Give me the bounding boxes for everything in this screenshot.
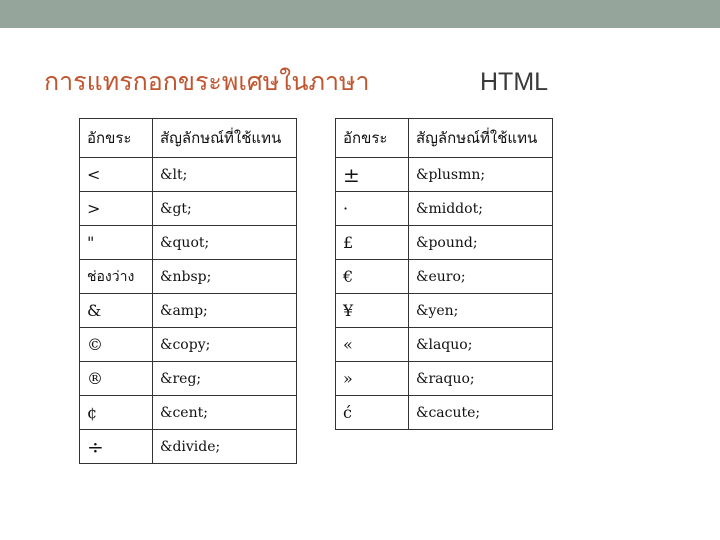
table-row <box>80 430 297 464</box>
character-cell: ® <box>80 362 153 396</box>
table-row <box>80 294 297 328</box>
entity-cell: &copy; <box>153 328 297 362</box>
header-character: อักขระ <box>336 119 409 158</box>
title-html-text: HTML <box>480 68 549 96</box>
entity-cell: &quot; <box>153 226 297 260</box>
table-row <box>336 192 553 226</box>
character-cell: £ <box>336 226 409 260</box>
character-cell: · <box>336 192 409 226</box>
table-header-row <box>80 119 297 158</box>
entity-cell: &yen; <box>409 294 553 328</box>
character-cell: ± <box>336 158 409 192</box>
header-entity: สัญลักษณ์ที่ใช้แทน <box>409 119 553 158</box>
character-cell: ć <box>336 396 409 430</box>
character-cell: ช่องว่าง <box>80 260 153 294</box>
table-row <box>80 226 297 260</box>
table-header-row <box>336 119 553 158</box>
table-row <box>80 158 297 192</box>
entity-cell: &gt; <box>153 192 297 226</box>
entity-cell: &reg; <box>153 362 297 396</box>
character-cell: < <box>80 158 153 192</box>
table-row <box>80 260 297 294</box>
entity-cell: &pound; <box>409 226 553 260</box>
entity-cell: &cent; <box>153 396 297 430</box>
character-cell: ¢ <box>80 396 153 430</box>
page-title <box>44 62 549 102</box>
table-row <box>336 328 553 362</box>
character-cell: « <box>336 328 409 362</box>
character-cell: " <box>80 226 153 260</box>
character-cell: ¥ <box>336 294 409 328</box>
character-cell: © <box>80 328 153 362</box>
character-cell: > <box>80 192 153 226</box>
table-row <box>336 158 553 192</box>
entity-table-left <box>79 118 297 464</box>
entity-cell: &laquo; <box>409 328 553 362</box>
entity-cell: &raquo; <box>409 362 553 396</box>
header-entity: สัญลักษณ์ที่ใช้แทน <box>153 119 297 158</box>
table-row <box>336 396 553 430</box>
character-cell: ÷ <box>80 430 153 464</box>
table-row <box>80 192 297 226</box>
top-banner <box>0 0 720 28</box>
table-row <box>80 396 297 430</box>
table-row <box>80 362 297 396</box>
title-thai-text: การแทรกอกขระพเศษในภาษา <box>44 67 370 96</box>
header-character: อักขระ <box>80 119 153 158</box>
character-cell: » <box>336 362 409 396</box>
entity-cell: &amp; <box>153 294 297 328</box>
entity-cell: &plusmn; <box>409 158 553 192</box>
entity-table-right <box>335 118 553 430</box>
table-row <box>336 294 553 328</box>
table-row <box>80 328 297 362</box>
table-row <box>336 362 553 396</box>
entity-cell: &middot; <box>409 192 553 226</box>
entity-cell: &euro; <box>409 260 553 294</box>
entity-cell: &cacute; <box>409 396 553 430</box>
entity-cell: &divide; <box>153 430 297 464</box>
character-cell: € <box>336 260 409 294</box>
entity-cell: &nbsp; <box>153 260 297 294</box>
character-cell: & <box>80 294 153 328</box>
table-row <box>336 226 553 260</box>
entity-cell: &lt; <box>153 158 297 192</box>
table-row <box>336 260 553 294</box>
